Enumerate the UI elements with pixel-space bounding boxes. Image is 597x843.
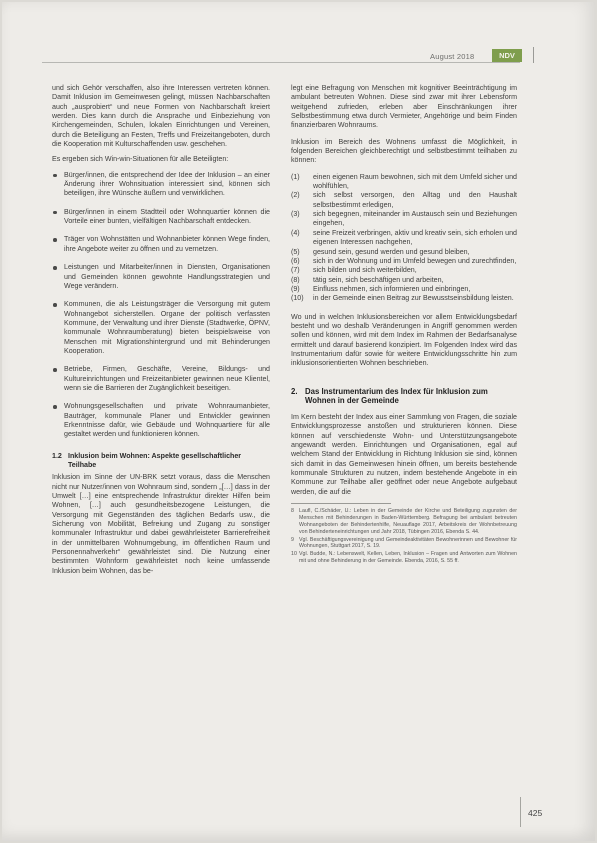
footnote-number: 10 xyxy=(291,551,297,558)
numbered-item xyxy=(291,294,517,303)
section-1-2-paragraph: Inklusion im Sinne der UN-BRK setzt voraus, dass die Menschen nicht nur Nutzer/innen von Wohnraum sind, sondern „[…] dass in der Umwelt […] eine entsprechende Infrastruktur direkter Hilfen beim Wohnen, […] auch gesundheitsbezogene Leistungen, die Versorgung mit Gegenständen des täglichen Bedarfs usw., die Sicherung von Mobilität, Befreiung und Zugang zu sonstiger kommunaler Infrastruktur und dabei gewährleisteter Barrierefreiheit in der unmittelbaren Wohnumgebung, im öffentlichen Raum und Personennahverkehr“ gewährleistet sind. Die Nutzung einer bestimmten Wohnform gewährleistet noch keine umfassende Inklusion beim Wohnen, das be- xyxy=(52,473,270,575)
numbered-item xyxy=(291,266,517,275)
right-column xyxy=(291,84,517,566)
numbered-item xyxy=(291,210,517,229)
item-text: einen eigenen Raum bewohnen, sich mit dem Umfeld sicher und wohlfühlen, xyxy=(313,172,517,191)
bullet-item: Bürger/innen in einem Stadtteil oder Wohnquartier können die Vorteile einer bunten, vielfältigen Nachbarschaft entdecken. xyxy=(52,208,270,227)
numbered-item xyxy=(291,248,517,257)
item-text: sich selbst versorgen, den Alltag und den Haushalt selbstbestimmt erledigen, xyxy=(313,191,517,209)
win-win-lead: Es ergeben sich Win-win-Situationen für alle Beteiligten: xyxy=(52,155,229,164)
item-text: tätig sein, sich beschäftigen und arbeiten, xyxy=(313,275,444,284)
bullet-item: Betriebe, Firmen, Geschäfte, Vereine, Bildungs- und Kultureinrichtungen und Freizeitanbieter gewinnen neue Klientel, wenn sie die Barrieren der Zugänglichkeit beseitigen. xyxy=(52,365,270,393)
numbered-item xyxy=(291,191,517,210)
item-text: sich in der Wohnung und im Umfeld bewegen und zurechtfinden, xyxy=(313,256,517,265)
footer-divider xyxy=(520,797,521,827)
header-divider xyxy=(533,47,534,63)
footnote xyxy=(291,508,517,536)
numbered-item xyxy=(291,257,517,266)
footnote-text: Laufl, C./Schäder, U.: Leben in der Gemeinde der Kirche und Beteiligung zugunsten der Menschen mit Behinderungen in Baden-Württemberg. Befragung bei ambulant betreuten Wohnangeboten der Behindertenhilfe, Neuauflage 2017, Arbeitskreis der Wohnbetreuung von Behinderteneinrichtungen und Jahr 2018, Tübingen 2016, Ebenda S. 44. xyxy=(299,507,517,535)
section-heading-2 xyxy=(291,387,517,406)
header-rule xyxy=(42,62,520,63)
item-text: sich begegnen, miteinander im Austausch sein und Beziehungen eingehen, xyxy=(313,210,517,228)
bullet-item: Kommunen, die als Leistungsträger die Versorgung mit gutem Wohnangebot sicherstellen. Organe der politisch verfassten Kommune, der Verwaltung und ihrer Dienste (Stadtwerke, ÖPNV, kommunale Wohnraumberatung) bieten beispielsweise von Menschen mit Migrationshintergrund und mit Behinderungen Kooperation. xyxy=(52,300,270,356)
item-number: (5) xyxy=(291,247,300,256)
left-column xyxy=(52,84,270,576)
numbered-item xyxy=(291,229,517,248)
numbered-item xyxy=(291,285,517,294)
item-number: (4) xyxy=(291,228,300,237)
section-number: 1.2 xyxy=(52,451,62,460)
footnote-number: 8 xyxy=(291,507,294,514)
header-date: August 2018 xyxy=(430,52,475,61)
right-intro-paragraph: legt eine Befragung von Menschen mit kognitiver Beeinträchtigung im ambulant betreuten Wohnen. Diese sind zwar mit ihrer Lebensform weitgehend zufrieden, erleben aber Einschränkungen ihrer Selbstbestimmung etwa durch Vermieter, Angehörige und beim Finden finanzierbaren Wohnraums. xyxy=(291,84,517,130)
bullet-item: Leistungen und Mitarbeiter/innen in Diensten, Organisationen und Gemeinden können gewohnte Handlungsstrategien und Wege verändern. xyxy=(52,263,270,291)
item-text: seine Freizeit verbringen, aktiv und kreativ sein, sich erholen und eigenen Interessen nachgehen, xyxy=(313,228,517,247)
footnote-rule xyxy=(291,503,391,504)
item-number: (3) xyxy=(291,210,300,219)
stakeholder-bullet-list xyxy=(52,171,270,440)
inclusion-areas-lead: Inklusion im Bereich des Wohnens umfasst die Möglichkeit, in folgenden Bereichen gleichberechtigt und selbstbestimmt teilhaben zu können: xyxy=(291,137,517,165)
footnotes xyxy=(291,508,517,565)
item-number: (9) xyxy=(291,284,300,293)
section-title: Das Instrumentarium des Index für Inklusion zum Wohnen in der Gemeinde xyxy=(305,386,488,406)
bullet-item: Bürger/innen, die entsprechend der Idee der Inklusion – an einer Änderung ihrer Wohnsituation interessiert sind, können sich beteiligen, ihre Wünsche äußern und verwirklichen. xyxy=(52,171,270,199)
item-text: in der Gemeinde einen Beitrag zur Bewusstseinsbildung leisten. xyxy=(313,294,514,303)
item-text: sich bilden und sich weiterbilden, xyxy=(313,266,417,275)
section-number: 2. xyxy=(291,386,298,396)
item-number: (10) xyxy=(291,294,304,303)
item-number: (1) xyxy=(291,172,300,181)
section-2-paragraph: Im Kern besteht der Index aus einer Sammlung von Fragen, die soziale Entwicklungsprozesse anstoßen und strukturieren können. Diese können auf verschiedenste Wohn- und Unterstützungsangebote angewandt werden. Einrichtungen und Organisationen, egal auf welchem Stand der Entwicklung in Richtung Inklusion sie sind, können sich damit in das Gemeinwesen hinein öffnen, um bereits bestehende kommunale Strukturen zu nutzen, indem bestehende Angebote in ein Kommune zur Teilhabe aller geöffnet oder neue Angebote aufgebaut werden, die auf die xyxy=(291,412,517,496)
item-number: (2) xyxy=(291,191,300,200)
document-page xyxy=(2,2,595,841)
needs-analysis-paragraph: Wo und in welchen Inklusionsbereichen vor allem Entwicklungsbedarf besteht und wo deshalb Veränderungen in Angriff genommen werden sollen und können, wird mit dem Index im Rahmen der Bedarfsanalyse ermittelt und darauf basierend konzipiert. Im Folgenden Index wird das Instrumentarium dafür sowie für weitere Entwicklungsschritte hin zum inklusionsorientierten Wohnen beschrieben. xyxy=(291,312,517,368)
left-intro-paragraph: und sich Gehör verschaffen, also ihre Interessen vertreten können. Damit Inklusion im Gemeinwesen gelingt, müssen Nachbarschaften auch „ausprobiert“ und neue Formen von Nachbarschaft kreiert werden. Dies kann durch die Ansprache und Einbeziehung von Kirchengemeinden, Schulen, lokalen Einrichtungen und Vereinen, durch die Beteiligung an Festen, Treffs und Freizeitangeboten, durch die Kooperation mit Kulturschaffenden usw. geschehen. xyxy=(52,84,270,149)
numbered-item xyxy=(291,173,517,192)
item-text: Einfluss nehmen, sich informieren und einbringen, xyxy=(313,284,471,293)
footnote-text: Vgl. Budde, N.: Lebenswelt, Kellen, Leben, Inklusion – Fragen und Antworten zum Wohnen mit und ohne Behinderung in der Gemeinde. Ebenda, 2016, S. 55 ff. xyxy=(299,551,517,565)
page-number: 425 xyxy=(528,808,543,818)
section-title: Inklusion beim Wohnen: Aspekte gesellschaftlicher Teilhabe xyxy=(68,451,242,469)
inclusion-areas-list xyxy=(291,173,517,304)
item-number: (6) xyxy=(291,256,300,265)
footnote xyxy=(291,551,517,565)
bullet-item: Wohnungsgesellschaften und private Wohnraumanbieter, Bauträger, kommunale Planer und Entwickler gewinnen Erkenntnisse dafür, wie Gebäude und Wohnquartiere für alle gestaltet werden und funktionieren können. xyxy=(52,402,270,439)
bullet-item: Träger von Wohnstätten und Wohnanbieter können Wege finden, ihre Angebote weiter zu öffnen und zu vernetzen. xyxy=(52,235,270,254)
footnote-text: Vgl. Beschäftigungsvereinigung und Gemeindeaktivitäten Bewohnerinnen und Bewohner für Wohnungen, Stuttgart 2017, S. 19. xyxy=(299,536,517,550)
section-heading-1-2 xyxy=(52,452,270,471)
numbered-item xyxy=(291,276,517,285)
journal-badge: NDV xyxy=(492,49,522,62)
footnote-number: 9 xyxy=(291,536,294,543)
footnote xyxy=(291,537,517,551)
item-number: (7) xyxy=(291,266,300,275)
item-text: gesund sein, gesund werden und gesund bleiben, xyxy=(313,247,470,256)
item-number: (8) xyxy=(291,275,300,284)
